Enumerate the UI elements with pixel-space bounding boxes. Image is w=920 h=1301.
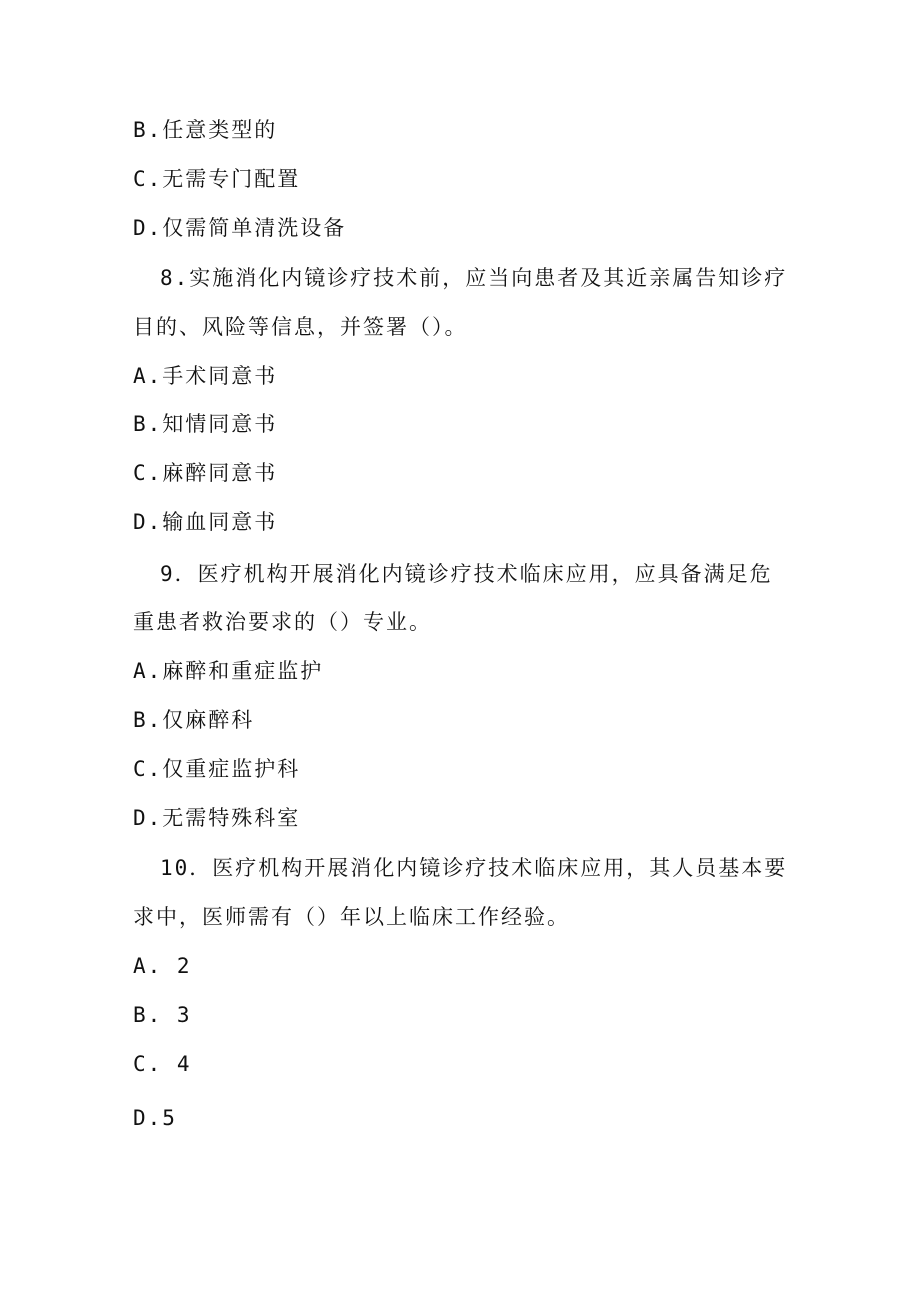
q9-stem-line2: 重患者救治要求的（）专业。 <box>133 610 432 634</box>
q8-option-d: D.输血同意书 <box>133 510 278 534</box>
q8-stem-line1: 8.实施消化内镜诊疗技术前，应当向患者及其近亲属告知诊疗 <box>160 266 788 290</box>
q10-option-a: A. 2 <box>133 954 192 978</box>
q8-stem-line2: 目的、风险等信息，并签署（）。 <box>133 315 468 339</box>
q9-option-d: D.无需特殊科室 <box>133 806 301 830</box>
q10-option-b: B. 3 <box>133 1003 192 1027</box>
q10-option-c: C. 4 <box>133 1052 192 1076</box>
q8-option-c: C.麻醉同意书 <box>133 461 278 485</box>
q9-option-b: B.仅麻醉科 <box>133 708 255 732</box>
q8-option-b: B.知情同意书 <box>133 412 278 436</box>
q7-option-c: C.无需专门配置 <box>133 167 301 191</box>
q9-option-a: A.麻醉和重症监护 <box>133 659 324 683</box>
q10-stem-line2: 求中，医师需有（）年以上临床工作经验。 <box>133 905 570 929</box>
q9-option-c: C.仅重症监护科 <box>133 757 301 781</box>
q10-stem-line1: 10．医疗机构开展消化内镜诊疗技术临床应用，其人员基本要 <box>160 856 788 880</box>
q10-option-d: D.5 <box>133 1106 177 1130</box>
q9-stem-line1: 9．医疗机构开展消化内镜诊疗技术临床应用，应具备满足危 <box>160 562 773 586</box>
q7-option-b: B.任意类型的 <box>133 118 278 142</box>
q7-option-d: D.仅需简单清洗设备 <box>133 216 347 240</box>
q8-option-a: A.手术同意书 <box>133 364 278 388</box>
